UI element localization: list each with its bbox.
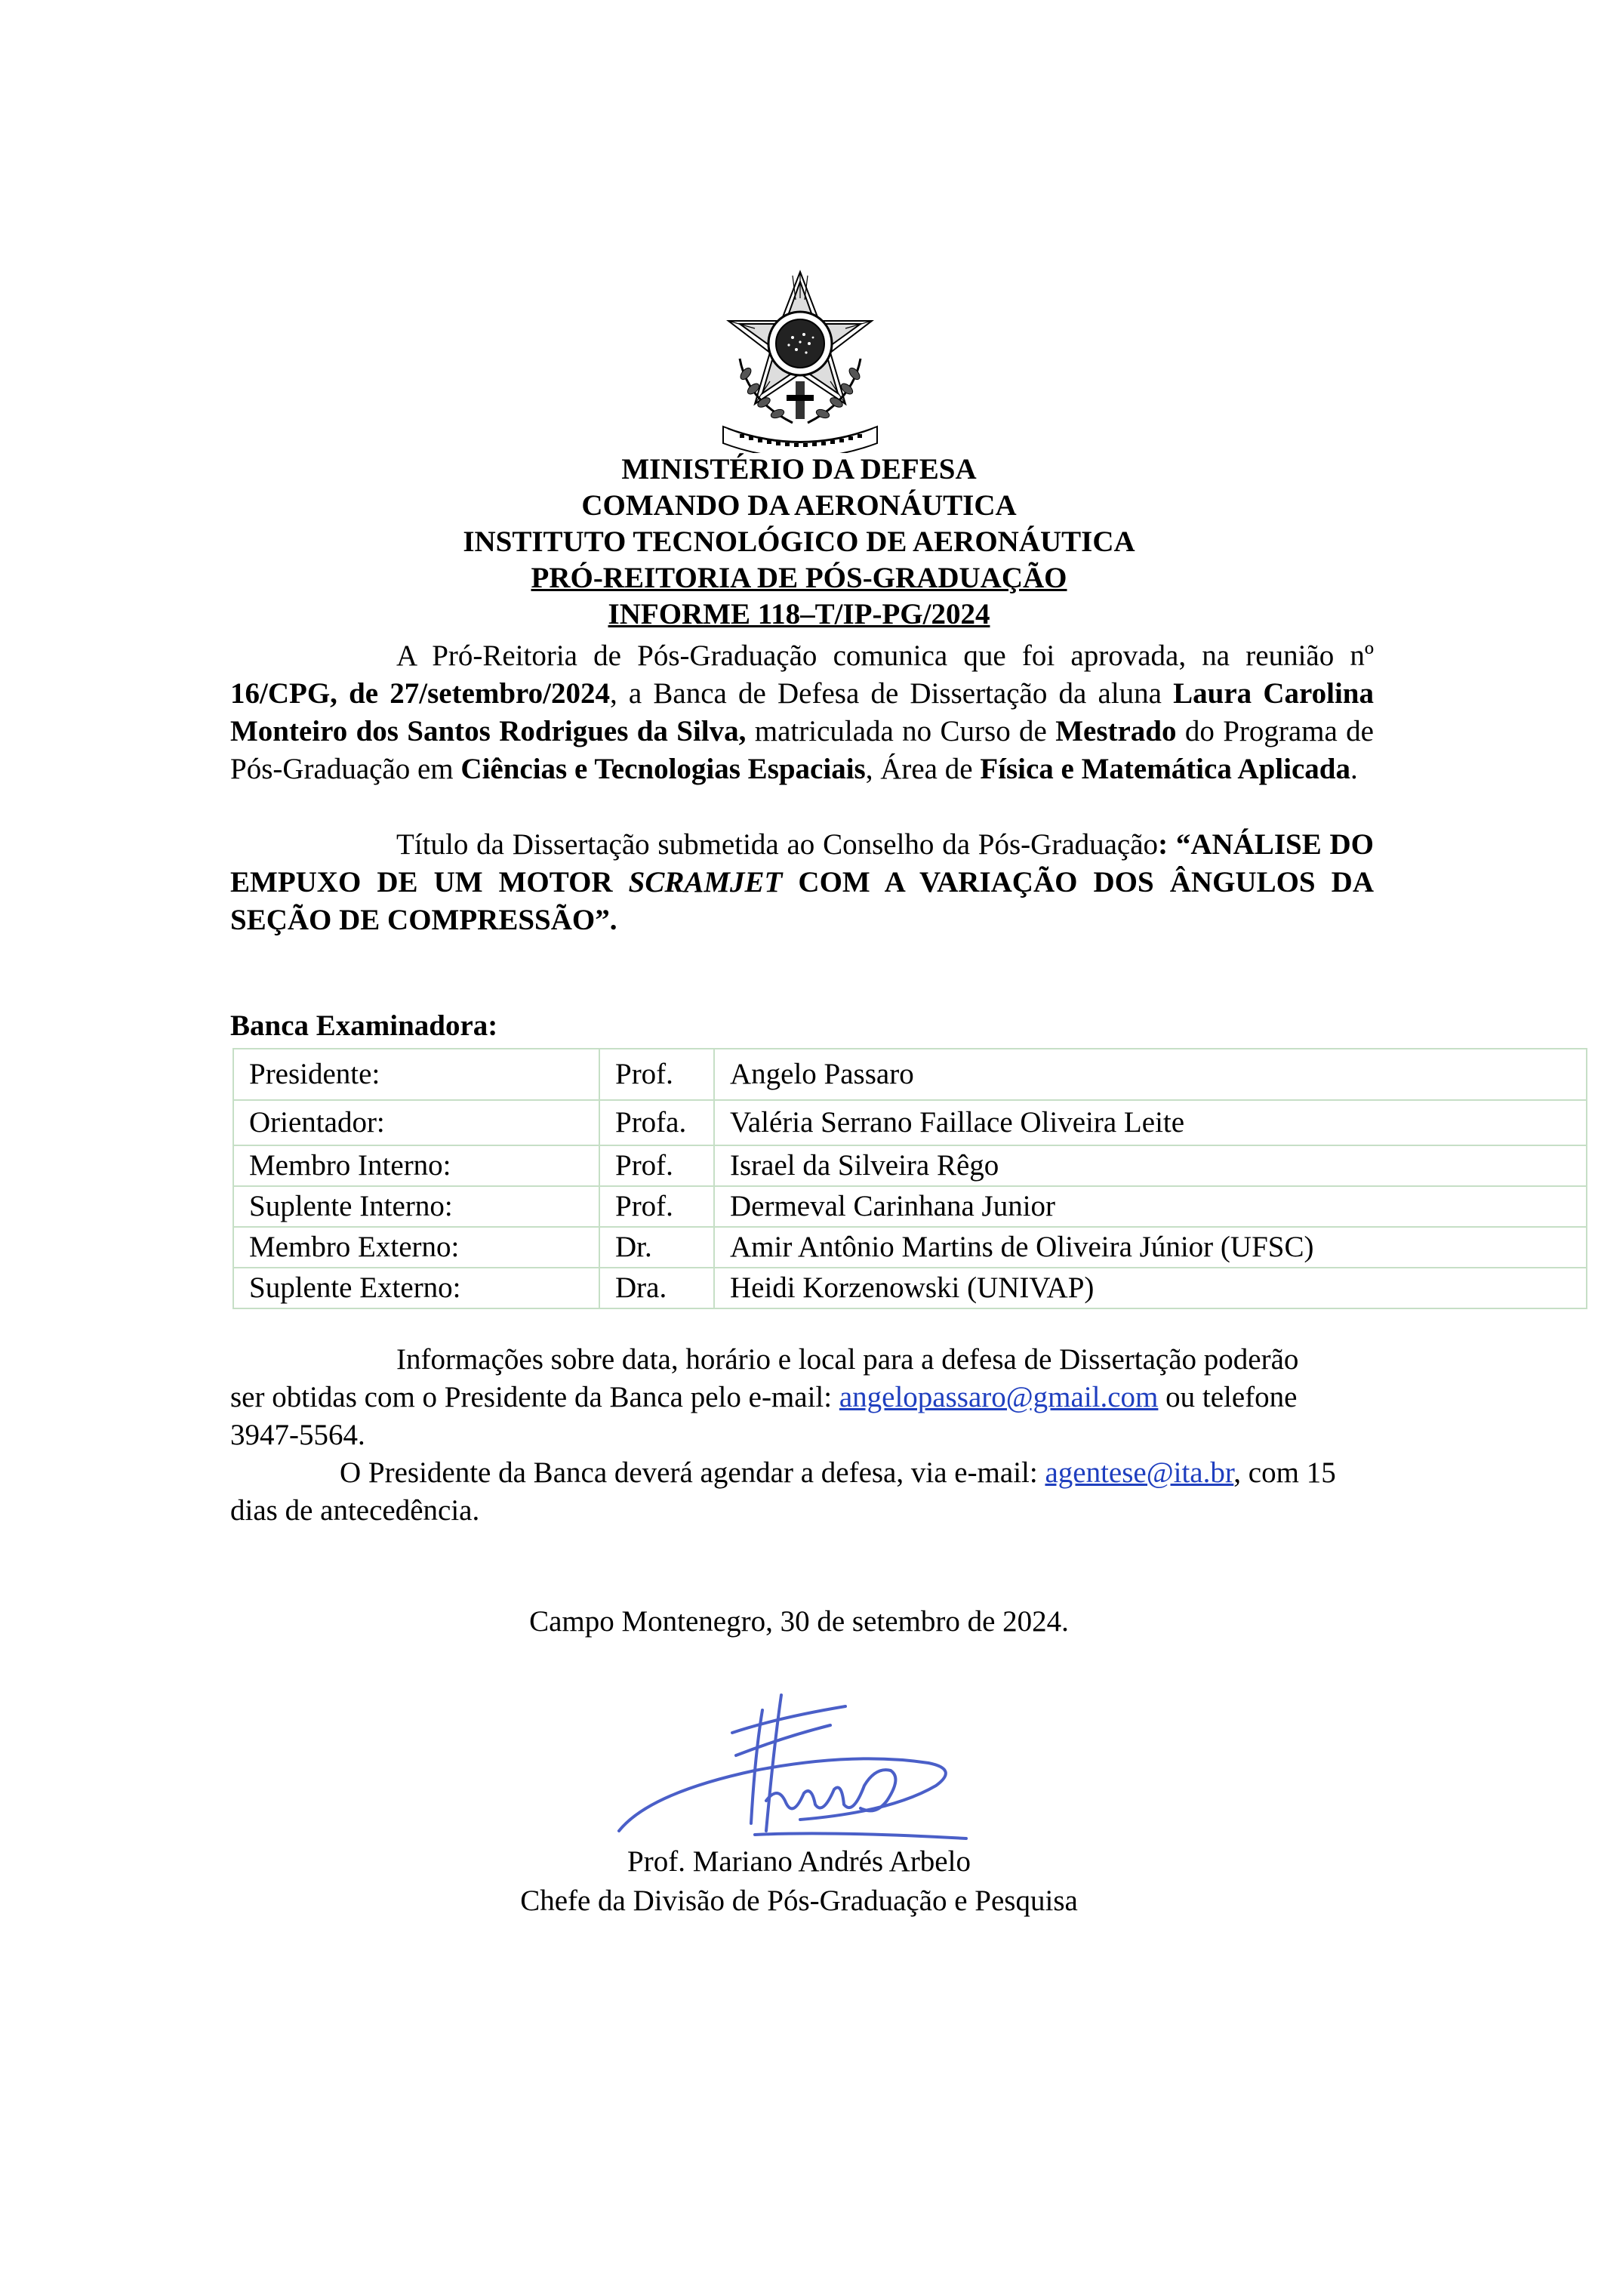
title-cell: Dr. (599, 1227, 714, 1268)
student-name: Laura Carolina Monteiro dos Santos Rodrigues da Silva, (230, 677, 1374, 747)
title-cell: Prof. (599, 1186, 714, 1227)
table-row (233, 1268, 1587, 1308)
name-cell: Angelo Passaro (714, 1049, 1587, 1100)
p4-text-a: O Presidente da Banca deverá agendar a defesa, via e-mail: (340, 1456, 1045, 1489)
table-row (233, 1227, 1587, 1268)
p1-text-a: A Pró-Reitoria de Pós-Graduação comunica que foi aprovada, na reunião nº (396, 639, 1374, 672)
title-cell: Prof. (599, 1145, 714, 1186)
p2-title-a: : “ANÁLISE DO EMPUXO DE UM MOTOR (230, 828, 1375, 898)
header-command: COMANDO DA AERONÁUTICA (581, 489, 1017, 522)
p1-text-k: . (1350, 753, 1358, 785)
name-cell: Israel da Silveira Rêgo (714, 1145, 1587, 1186)
title-cell: Profa. (599, 1100, 714, 1145)
p2-title-scramjet: SCRAMJET (628, 866, 783, 898)
name-cell: Valéria Serrano Faillace Oliveira Leite (714, 1100, 1587, 1145)
signer-role: Chefe da Divisão de Pós-Graduação e Pesquisa (520, 1885, 1078, 1917)
name-cell: Amir Antônio Martins de Oliveira Júnior (UFSC) (714, 1227, 1587, 1268)
p1-text-e: matriculada no Curso de (746, 715, 1056, 747)
p3-text-a: Informações sobre data, horário e local para a defesa de Dissertação poderão ser obtidas com o Presidente da Banca pelo e-mail: (230, 1343, 1299, 1413)
info-paragraph (230, 1341, 1340, 1454)
header-ministry: MINISTÉRIO DA DEFESA (621, 453, 977, 485)
header-institute: INSTITUTO TECNOLÓGICO DE AERONÁUTICA (463, 525, 1135, 558)
name-cell: Dermeval Carinhana Junior (714, 1186, 1587, 1227)
name-cell: Heidi Korzenowski (UNIVAP) (714, 1268, 1587, 1308)
table-row (233, 1186, 1587, 1227)
p4-text-b: , com 15 dias de antecedência. (230, 1456, 1336, 1527)
p1-text-i: , Área de (865, 753, 981, 785)
header-pro-rectory-text: PRÓ-REITORIA DE PÓS-GRADUAÇÃO (531, 562, 1067, 594)
role-cell: Suplente Interno: (233, 1186, 599, 1227)
signer-name: Prof. Mariano Andrés Arbelo (627, 1845, 971, 1878)
table-row (233, 1049, 1587, 1100)
role-cell: Membro Interno: (233, 1145, 599, 1186)
thesis-title-paragraph (230, 826, 1374, 939)
p2-title-d: COM A VARIAÇÃO DOS ÂNGULOS DA SEÇÃO DE COMPRESSÃO”. (230, 866, 1375, 936)
banca-table (232, 1048, 1587, 1309)
table-row (233, 1145, 1587, 1186)
coat-of-arms-seal (717, 268, 883, 453)
approval-paragraph (230, 637, 1374, 788)
role-cell: Presidente: (233, 1049, 599, 1100)
header-informe-text: INFORME 118–T/IP-PG/2024 (608, 598, 990, 630)
p1-text-c: , a Banca de Defesa de Dissertação da aluna (610, 677, 1174, 710)
header-pro-rectory (0, 560, 1598, 596)
header-informe (0, 596, 1598, 633)
p2-text-a: Título da Dissertação submetida ao Conselho da Pós-Graduação (396, 828, 1159, 861)
place-date: Campo Montenegro, 30 de setembro de 2024. (529, 1605, 1069, 1638)
title-cell: Dra. (599, 1268, 714, 1308)
agentese-email-link[interactable]: agentese@ita.br (1045, 1456, 1234, 1489)
p3-text-b: ou telefone 3947-5564. (230, 1381, 1298, 1451)
president-email-link[interactable]: angelopassaro@gmail.com (839, 1381, 1159, 1413)
role-cell: Suplente Externo: (233, 1268, 599, 1308)
title-cell: Prof. (599, 1049, 714, 1100)
role-cell: Membro Externo: (233, 1227, 599, 1268)
handwritten-signature (604, 1680, 996, 1861)
table-row (233, 1100, 1587, 1145)
course-name: Mestrado (1055, 715, 1177, 747)
meeting-ref: 16/CPG, de 27/setembro/2024 (230, 677, 610, 710)
banca-title: Banca Examinadora: (230, 1009, 498, 1042)
scheduling-paragraph (230, 1454, 1347, 1530)
p1-text-g: do Programa de Pós-Graduação em (230, 715, 1374, 785)
area-name: Física e Matemática Aplicada (980, 753, 1350, 785)
role-cell: Orientador: (233, 1100, 599, 1145)
program-name: Ciências e Tecnologias Espaciais (460, 753, 866, 785)
